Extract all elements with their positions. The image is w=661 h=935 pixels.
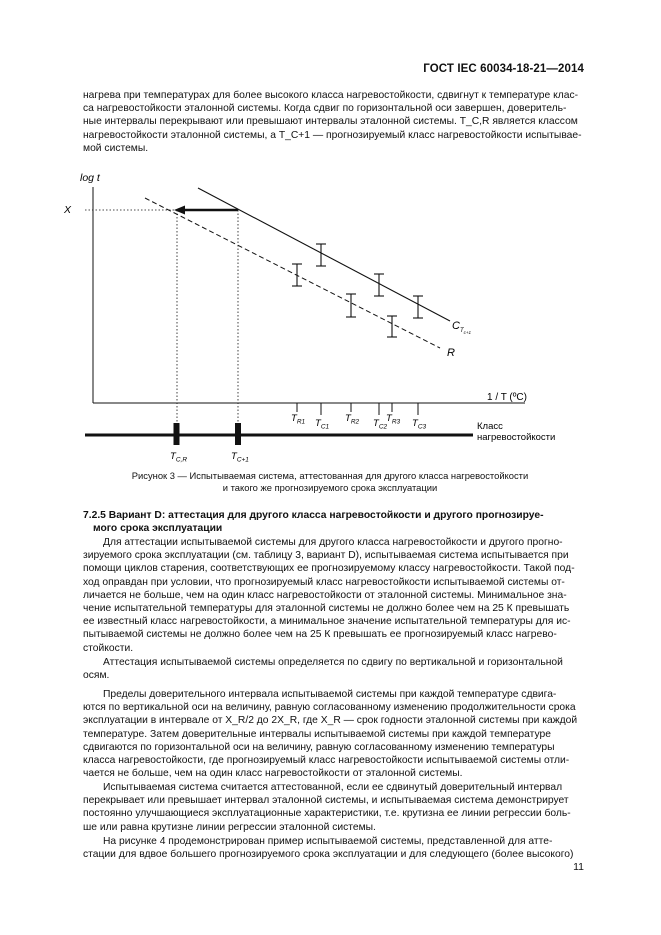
figure-3-diagram (55, 165, 595, 470)
class-marker-tcr (174, 423, 180, 445)
paragraph-line: На рисунке 4 продемонстрирован пример испытываемой системы, представленной для атте- (103, 836, 553, 847)
paragraph-line: ее известный класс нагревостойкости, а минимальное значение испытательной температуры для ис- (83, 616, 571, 628)
class-label-line1: Класс (477, 421, 503, 432)
line-c (198, 188, 450, 321)
paragraph-line: осям. (83, 670, 110, 682)
line-r (145, 198, 440, 348)
caption-line: Рисунок 3 — Испытываемая система, аттестованная для другого класса нагревостойкости (131, 470, 529, 481)
class-label-line2: нагревостойкости (477, 432, 556, 443)
intro-line: мой системы. (83, 142, 149, 154)
tick-label-tc3: $T_{C3}$ (412, 418, 427, 431)
caption-line: и такого же прогнозируемого срока эксплуатации (222, 482, 438, 494)
x-axis-label: 1 / T (ºC) (487, 392, 527, 403)
paragraph-line: Для аттестации испытываемой системы для другого класса нагревостойкости и другого прогно- (103, 537, 563, 548)
paragraph-line: Испытываемая система считается аттестованной, если ее сдвинутый доверительный интервал (103, 782, 563, 793)
paragraph-line: стации для вдвое большего прогнозируемого срока эксплуатации и для следующего (более высокого) (83, 849, 574, 861)
error-bar (292, 264, 302, 286)
paragraph-line: класса нагревостойкости, где прогнозируемый класс нагревостойкости испытываемой системы отли- (83, 755, 570, 767)
class-marker-tc1 (235, 423, 241, 445)
intro-line: ные интервалы перекрывают или превышают интервалы эталонной системы. T_C,R является классом (83, 116, 578, 128)
intro-paragraph (83, 89, 583, 155)
paragraph-line: пытываемой системы не должно более чем на 25 К превышать ее прогнозируемый класс нагрево- (83, 629, 557, 641)
body-paragraph (83, 656, 583, 682)
paragraph-line: эксплуатации в интервале от X_R/2 до 2X_R, где X_R — срок годности эталонной системы при каждой (83, 715, 578, 727)
paragraph-line: личается не больше, чем на один класс нагревостойкости от эталонной системы. Минимальное зна- (83, 589, 567, 601)
paragraph-line: температуре. Затем доверительные интервалы испытываемой системы при каждой температуре (83, 728, 551, 740)
section-title-line: 7.2.5 Вариант D: аттестация для другого класса нагревостойкости и другого прогнозируе- (83, 510, 544, 521)
paragraph-line: зируемого срока эксплуатации (см. таблицу 3, вариант D), испытываемая система испытывается при (83, 550, 569, 562)
body-paragraph (83, 536, 583, 655)
paragraph-line: Аттестация испытываемой системы определяется по сдвигу по вертикальной и горизонтальной (103, 657, 563, 668)
paragraph-line: помощи циклов старения, соответствующих ее прогнозируемому классу нагревостойкости. Такой под- (83, 563, 575, 575)
paragraph-line: ше или равна крутизне линии регрессии эталонной системы. (83, 821, 376, 833)
body-paragraph (83, 688, 583, 780)
section-title (83, 509, 583, 535)
error-bar (387, 316, 397, 337)
paragraph-line: ются по вертикальной оси на величину, равную согласованному изменению продолжительности срока (83, 702, 576, 714)
paragraph-line: сдвигаются по горизонтальной оси на величину, равную согласованному изменению температуры (83, 741, 555, 753)
tick-label-tc1: $T_{C1}$ (315, 418, 330, 431)
paragraph-line: стойкости. (83, 642, 134, 654)
tick-label-tr2: $T_{R2}$ (345, 413, 360, 426)
paragraph-line: чение испытательной температуры для эталонной системы не должно более чем на 25 К превышать (83, 603, 570, 615)
paragraph-line: Пределы доверительного интервала испытываемой системы при каждой температуре сдвига- (103, 689, 557, 700)
error-bars (292, 244, 423, 337)
paragraph-line: чается не больше, чем на один класс нагревостойкости от эталонной системы. (83, 768, 463, 780)
paragraph-line: ход оправдан при условии, что прогнозируемый класс нагревостойкости испытываемой системы от- (83, 576, 565, 588)
body-paragraph (83, 781, 583, 834)
page-number: 11 (573, 861, 584, 873)
x-marker-label: X (64, 204, 72, 216)
paragraph-line: перекрывает или превышает интервал эталонной системы, и испытываемая система демонстрирует (83, 795, 569, 807)
line-r-label: R (447, 347, 455, 359)
body-paragraph (83, 835, 583, 861)
error-bar (413, 296, 423, 318)
section-title-line: мого срока эксплуатации (93, 523, 223, 535)
standard-header: ГОСТ IEC 60034-18-21—2014 (423, 63, 584, 75)
tick-label-tr3: $T_{R3}$ (386, 413, 401, 426)
intro-line: нагревостойкости эталонной системы, а T_C+1 — прогнозируемый класс нагревостойкости испытывае- (83, 129, 582, 141)
class-marker-tc1-label: $T_{C+1}$ (231, 451, 249, 464)
error-bar (346, 294, 356, 317)
tick-label-tr1: $T_{R1}$ (291, 413, 306, 426)
line-c-label: $C_Tc+1$ (452, 320, 472, 335)
y-axis-label: log t (80, 172, 100, 184)
figure-caption (85, 470, 575, 494)
tick-label-tc2: $T_{C2}$ (373, 418, 388, 431)
intro-line: са нагревостойкости эталонной системы. Когда сдвиг по горизонтальной оси завершен, доверитель- (83, 103, 567, 115)
intro-line: нагрева при температурах для более высокого класса нагревостойкости, сдвигнут к температуре клас- (83, 90, 579, 101)
class-marker-tcr-label: $T_{C,R}$ (170, 451, 188, 464)
paragraph-line: постоянно улучшающиеся эксплуатационные характеристики, т.е. крутизна ее линии регрессии боль- (83, 808, 571, 820)
